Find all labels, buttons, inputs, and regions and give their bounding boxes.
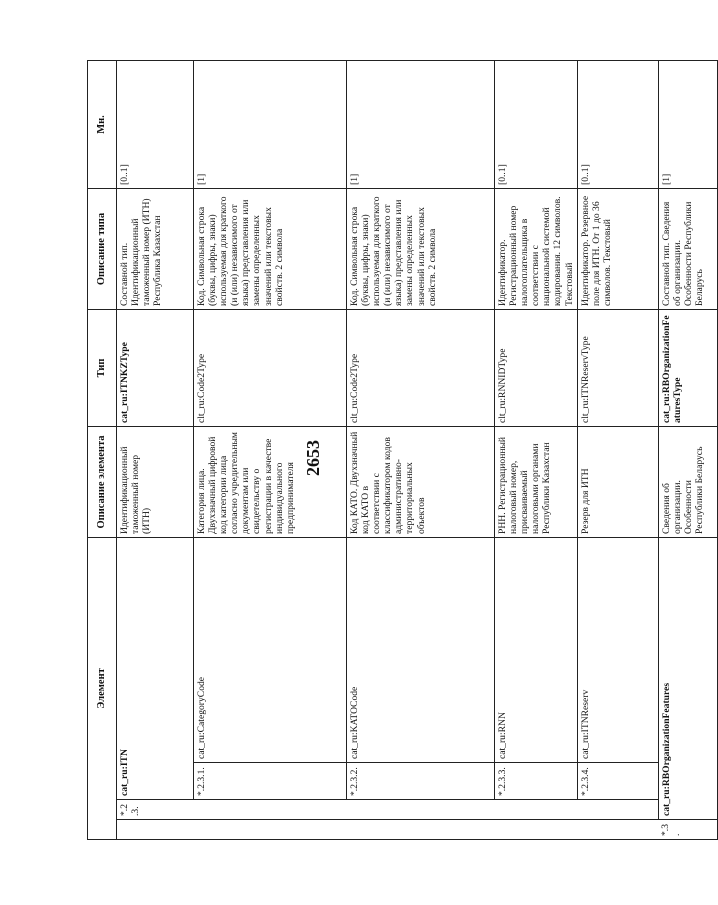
element-type: clt_ru:Code2Type xyxy=(347,310,495,427)
row-number: *.2.3. xyxy=(117,800,194,820)
type-description: Код. Символьная строка (буквы, цифры, знаки) используемая для краткого (и (или) независимого от языка) представления или замены определенных значений или текстовых свойств. 2 символа xyxy=(194,189,347,310)
multiplicity: [0..1] xyxy=(495,61,578,189)
header-element: Элемент xyxy=(88,538,117,840)
element-type: clt_ru:ITNReservType xyxy=(577,310,658,427)
table-row xyxy=(495,61,578,840)
multiplicity: [0..1] xyxy=(577,61,658,189)
type-description: Код. Символьная строка (буквы, цифры, знаки) используемая для краткого (и (или) независимого от языка) представления или замены определенных значений или текстовых свойств. 2 символа xyxy=(347,189,495,310)
header-type: Тип xyxy=(88,310,117,427)
table-row xyxy=(658,61,717,840)
element-description: Категория лица. Двухзначный цифровой код категории лица согласно учредительным документам или свидетельству о регистрации в качестве индивидуального предпринимателя xyxy=(194,427,347,538)
element-name: cat_ru:CategoryCode xyxy=(194,538,347,763)
table-header-row xyxy=(88,61,117,840)
element-description: Сведения об организации. Особенности Республики Беларусь xyxy=(658,427,717,538)
element-name: cat_ru:ITNReserv xyxy=(577,538,658,763)
header-description: Описание элемента xyxy=(88,427,117,538)
element-name: cat_ru:RBOrganizationFeatures xyxy=(658,538,717,820)
row-number: *.2.3.4. xyxy=(577,763,658,800)
multiplicity: [1] xyxy=(194,61,347,189)
element-name: cat_ru:KATOCode xyxy=(347,538,495,763)
table-row xyxy=(347,61,495,840)
header-multiplicity: Мн. xyxy=(88,61,117,189)
element-type: clt_ru:Code2Type xyxy=(194,310,347,427)
table-row xyxy=(194,61,347,840)
row-number: *.3. xyxy=(658,820,717,840)
table-row xyxy=(117,61,194,840)
rotated-page xyxy=(87,60,705,840)
page-number: 2653 xyxy=(303,440,323,476)
element-description: Идентификационный таможенный номер (ИТН) xyxy=(117,427,194,538)
element-name: cat_ru:RNN xyxy=(495,538,578,763)
row-number: *.2.3.3. xyxy=(495,763,578,800)
multiplicity: [1] xyxy=(658,61,717,189)
element-type: cat_ru:RBOrganizationFeaturesType xyxy=(658,310,717,427)
schema-table xyxy=(87,60,718,840)
type-description: Идентификатор. Резервное поле для ИТН. От 1 до 36 символов. Текстовый xyxy=(577,189,658,310)
table-row xyxy=(577,61,658,840)
element-name: cat_ru:ITN xyxy=(117,538,194,800)
multiplicity: [0..1] xyxy=(117,61,194,189)
element-type: clt_ru:RNNIDType xyxy=(495,310,578,427)
type-description: Идентификатор. Регистрационный номер налогоплательщика в соответствии с национальной системой кодирования. 12 символов. Текстовый xyxy=(495,189,578,310)
row-number: *.2.3.1. xyxy=(194,763,347,800)
element-description: Резерв для ИТН xyxy=(577,427,658,538)
row-number: *.2.3.2. xyxy=(347,763,495,800)
element-description: Код КАТО. Двухзначный код КАТО в соответствии с классификатором кодов административно-территориальных объектов xyxy=(347,427,495,538)
type-description: Составной тип. Сведения об организации. Особенности Республики Беларусь xyxy=(658,189,717,310)
element-type: cat_ru:ITNKZType xyxy=(117,310,194,427)
element-description: РНН. Регистрационный налоговый номер, присваиваемый налоговыми органами Республики Казахстан xyxy=(495,427,578,538)
multiplicity: [1] xyxy=(347,61,495,189)
header-type-description: Описание типа xyxy=(88,189,117,310)
type-description: Составной тип. Идентификационный таможенный номер (ИТН) Республика Казахстан xyxy=(117,189,194,310)
